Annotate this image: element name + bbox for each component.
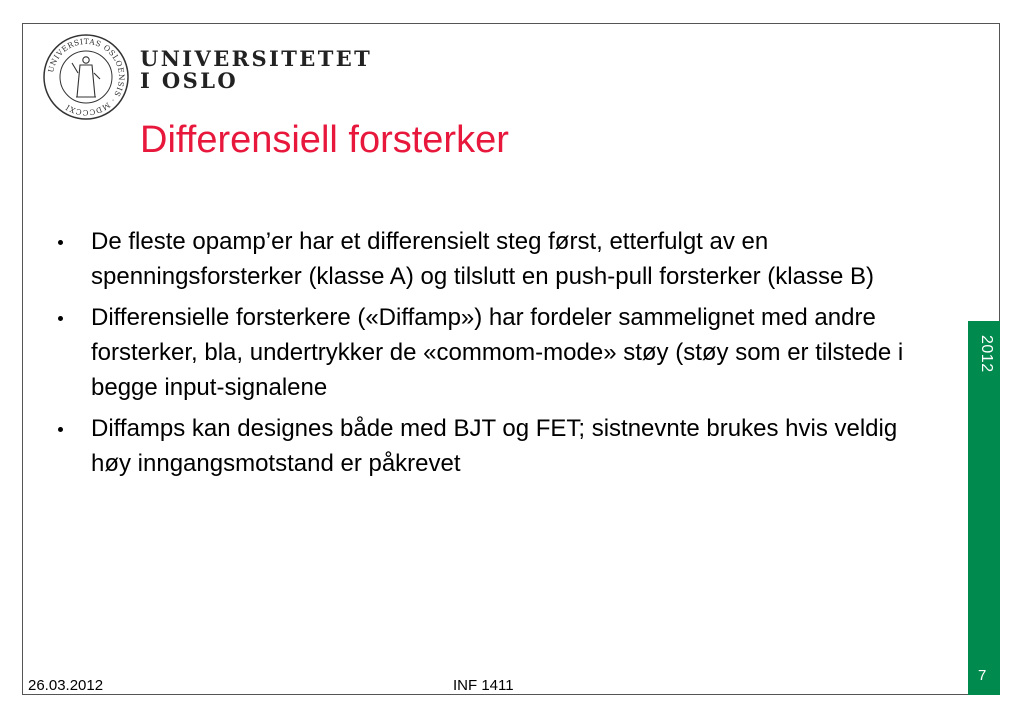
university-name-line1: UNIVERSITETET [140,46,373,71]
slide-title: Differensiell forsterker [140,119,509,161]
bullet-text: Differensielle forsterkere («Diffamp») har fordeler sammelignet med andre forsterker, bla, undertrykker de «commom-mode» støy (støy som er tilstede i begge input-signalene [91,304,904,401]
bullet-item [56,300,916,405]
bullet-item [56,411,916,481]
bullet-text: Diffamps kan designes både med BJT og FET; sistnevnte brukes hvis veldig høy inngangsmotstand er påkrevet [91,415,898,477]
green-sidebar [968,321,1000,695]
bullet-item [56,224,916,294]
svg-text:UNIVERSITAS OSLOENSIS · MDCCCX: UNIVERSITAS OSLOENSIS · MDCCCXI [46,36,127,118]
bullet-text: De fleste opamp’er har et differensielt steg først, etterfulgt av en spenningsforsterker (klasse A) og tilslutt en push-pull forsterker (klasse B) [91,228,874,290]
footer-course: INF 1411 [453,677,514,694]
university-name-line2: I OSLO [140,68,239,93]
university-seal-icon [42,33,130,121]
university-logo-text [140,48,372,92]
bullet-dot-icon [58,240,63,245]
bullet-dot-icon [58,316,63,321]
footer-date: 26.03.2012 [28,677,104,694]
bullet-dot-icon [58,427,63,432]
bullet-list [56,224,916,487]
page-number: 7 [978,667,987,684]
sidebar-year: 2012 [978,335,995,373]
